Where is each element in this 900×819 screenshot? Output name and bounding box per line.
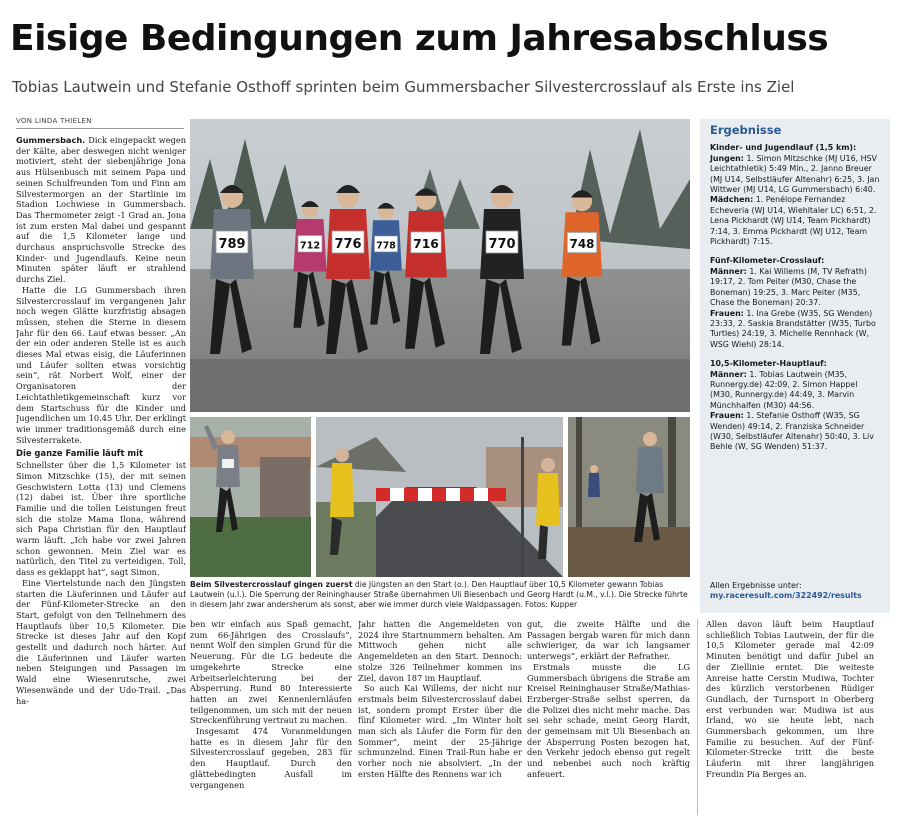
results-text: 1. Tobias Lautwein (M35, Runnergy.de) 42:09, 2. Simon Happel (M30, Runnergy.de) 44:49, 3. Marvin Münchhalfen (M30) 44:56. (710, 369, 858, 410)
paragraph (16, 135, 186, 285)
photo-illustration (568, 417, 690, 577)
results-text: 1. Ina Grebe (W35, SG Wenden) 23:33, 2. Saskia Brandstätter (W35, Turbo Turtles) 24:19, 3. Michelle Rennhack (W, WSG Wiehl) 28:14. (710, 308, 876, 349)
bib-number: 789 (218, 237, 246, 252)
caption-text: die Jüngsten an den Start (o.). Den Hauptlauf über 10,5 Kilometer gewann Tobias Lautwein (u.l.). Die Sperrung der Reininghauser Straße übernahmen Uli Biesenbach und Georg Hardt (u.M., v.l.). Die Strecke führte in diesem Jahr zwar andersherum als sonst, aber wie immer durch viele Waldpassagen. Fotos: Kupper (190, 580, 688, 609)
results-heading-main: 10,5-Kilometer-Hauptlauf: (710, 359, 827, 369)
results-text: 1. Simon Mitzschke (MJ U16, HSV Leichtathletik) 5:49 Min., 2. Janno Breuer (MJ U14, Selbstläufer Altenahr) 6:25, 3. Jan Wittwer (MJ U14, LG Gummersbach) 6:40. (710, 153, 880, 195)
photo-illustration (316, 417, 563, 577)
bib-number: 770 (488, 237, 516, 252)
paragraph: Schnellster über die 1,5 Kilometer ist Simon Mitzschke (15), der mit seinen Geschwistern Lotta (13) und Clemens (12) dabei ist. Über ihre sportliche Familie und die tollen Leistungen freut sich die stolze Mama Ilona, während sich Papa Christian für den Hauptlauf warm läuft. „Ich habe vor zwei Jahren schon gewonnen. Mein Ziel war es natürlich, den Titel zu verteidigen. Toll, dass es geklappt hat“, sagt Simon. (16, 460, 186, 578)
results-5k-women (710, 309, 882, 351)
paragraph-text: Dick eingepackt wegen der Kälte, aber deswegen nicht weniger motiviert, steht der siebenjährige Jona aus Hülsenbusch mit seinem Papa und seinen Schulfreunden Tom und Finn am Silvestermorgen an der Startlinie im Stadion Lochwiese in Gummersbach. Das Thermometer zeigt -1 Grad an. Jona ist zum ersten Mal dabei und gespannt auf die 1,5 Kilometer lange und durchaus anspruchsvolle Strecke des Kinder- und Jugendlaufs. Keine neun Minuten später läuft er strahlend durchs Ziel. (16, 135, 186, 285)
article-column-3 (358, 619, 522, 817)
bib-number: 748 (569, 237, 595, 252)
article-column-4 (527, 619, 690, 817)
results-footer-text: Allen Ergebnisse unter: (710, 581, 802, 590)
byline: VON LINDA THIELEN (16, 117, 92, 125)
results-kids-girls (710, 195, 882, 247)
bib-number: 716 (413, 237, 439, 252)
article-column-5 (706, 619, 874, 817)
results-text: 1. Kai Willems (M, TV Refrath) 19:17, 2. Tom Peiter (M30, Chase the Boneman) 19:25, 3. Marc Peiter (M35, Chase the Boneman) 20:37. (710, 266, 867, 308)
photo-illustration (190, 119, 690, 412)
results-label: Männer: (710, 266, 747, 276)
photo-lautwein-finish (190, 417, 311, 577)
results-main-women (710, 411, 882, 453)
dateline: Gummersbach. (16, 135, 86, 145)
column-divider (697, 619, 698, 815)
photo-kids-race-start (190, 119, 690, 412)
paragraph: ben wir einfach aus Spaß gemacht, zum 66-Jährigen des Crosslaufs“, nennt Wolf den simplen Grund für die Neuerung. Für die LG bedeute die umgekehrte Strecke eine Arbeitserleichterung bei der Absperrung. Rund 80 Interessierte hatten an zwei Kennenlernläufen teilgenommen, um sich mit der neuen Streckenführung vertraut zu machen. (190, 619, 352, 726)
article-column-1 (16, 135, 186, 817)
results-footer (710, 581, 862, 602)
paragraph: gut, die zweite Hälfte und die Passagen bergab waren für mich dann schwieriger, da war ich langsamer unterwegs“, erklärt der Refrather. (527, 619, 690, 662)
results-5k-men (710, 267, 882, 309)
results-label: Männer: (710, 369, 747, 379)
bib-number: 776 (334, 237, 362, 252)
results-kids-boys (710, 154, 882, 196)
bib-number: 778 (376, 240, 396, 252)
results-link[interactable]: my.raceresult.com/322492/results (710, 591, 862, 601)
headline: Eisige Bedingungen zum Jahresabschluss (10, 18, 829, 59)
caption-lead: Beim Silvestercrosslauf gingen zuerst (190, 580, 353, 589)
results-text: 1. Penélope Fernandez Echeveria (WJ U14, Wiehltaler LC) 6:51, 2. Lena Pickhardt (WJ U14, Team Pickhardt) 7:14, 3. Emma Pickhardt (WJ U12, Team Pickhardt) 7:15. (710, 195, 877, 247)
results-sidebar (700, 119, 890, 613)
results-main-men (710, 370, 882, 412)
paragraph: Hatte die LG Gummersbach ihren Silvestercrosslauf im vergangenen Jahr noch wegen Glätte kurzfristig absagen müssen, stehen die Sterne in diesem Jahr für den 66. Lauf etwas besser. „An der ein oder anderen Stelle ist es auch dieses Mal etwas eisig, die Läuferinnen und Läufer sollten etwas vorsichtig sein“, rät Norbert Wolf, einer der Organisatoren der Leichtathletikgemeinschaft kurz vor dem Startschuss für die Kinder und Jugendlichen um 10.45 Uhr. Der erklingt wie immer traditionsgemäß durch eine Silvesterrakete. (16, 284, 186, 445)
paragraph: Insgesamt 474 Voranmeldungen hatte es in diesem Jahr für den Silvestercrosslauf gegeben, 283 für den Hauptlauf. Durch den glättebedingten Ausfall im vergangenen (190, 726, 352, 790)
photo-forest-runner (568, 417, 690, 577)
results-heading-kids: Kinder- und Jugendlauf (1,5 km): (710, 143, 857, 153)
results-label: Frauen: (710, 411, 744, 421)
subheadline: Tobias Lautwein und Stefanie Osthoff sprinten beim Gummersbacher Silvestercrosslauf als Erste ins Ziel (12, 78, 795, 96)
paragraph: Jahr hatten die Angemeldeten von 2024 ihre Startnummern behalten. Am Mittwoch gehen nicht alle Angemeldeten an den Start. Dennoch: stolze 326 Teilnehmer kommen ins Ziel, davon 187 im Hauptlauf. (358, 619, 522, 683)
sidebar-title: Ergebnisse (710, 123, 782, 137)
results-label: Jungen: (710, 153, 744, 163)
paragraph: So auch Kai Willems, der nicht nur erstmals beim Silvestercrosslauf dabei ist, sondern prompt Erster über die fünf Kilometer wird. „Im Winter holt man sich als Läufer die Form für den Sommer“, meint der 25-Jährige schmunzelnd. Einen Trail-Run habe er vorher noch nie absolviert. „In der ersten Hälfte des Rennens war ich (358, 683, 522, 779)
byline-divider (16, 128, 184, 129)
photo-illustration (190, 417, 311, 577)
paragraph: Eine Viertelstunde nach den Jüngsten starten die Läuferinnen und Läufer auf der Fünf-Kilometer-Strecke an den Start, gefolgt von den Teilnehmern des Hauptlaufs über 10,5 Kilometer. Die Strecke ist dieses Jahr auf den Kopf gestellt und dadurch noch härter. Auf die Läuferinnen und Läufer warten neben Steigungen und Passagen im Wald eine Wiesenrutsche, zwei Wiesenwände und der Udo-Trail. „Das ha- (16, 577, 186, 706)
paragraph: Allen davon läuft beim Hauptlauf schließlich Tobias Lautwein, der für die 10,5 Kilometer gerade mal 42:09 Minuten benötigt und dafür Jubel an der Ziellinie erntet. Die weiteste Anreise hatte Cerstin Mudiwa, Tochter des kürzlich verstorbenen Rüdiger Gundlach, der Turnsport in Oberberg erst verbunden war. Mudiwa ist aus Irland, wo sie heute lebt, nach Gummersbach gekommen, um ihre Familie zu besuchen. Auf der Fünf-Kilometer-Strecke tritt die beste Läuferin mit ihrer langjährigen Freundin Pia Berges an. (706, 619, 874, 779)
results-label: Frauen: (710, 308, 744, 318)
photo-road-barrier (316, 417, 563, 577)
section-subtitle: Die ganze Familie läuft mit (16, 448, 143, 459)
paragraph: Erstmals musste die LG Gummersbach übrigens die Straße am Kreisel Reininghauser Straße/Mathias-Erzberger-Straße selbst sperren, da die Polizei dies nicht mehr mache. Das sei sehr schade, meint Georg Hardt, der gemeinsam mit Uli Biesenbach an der Absperrung Posten bezogen hat, den Verkehr jedoch ebenso gut regelt und nebenbei auch noch kräftig anfeuert. (527, 661, 690, 779)
results-label: Mädchen: (710, 195, 754, 205)
article-column-2 (190, 619, 352, 817)
results-text: 1. Stefanie Osthoff (W35, SG Wenden) 49:14, 2. Franziska Schneider (W30, Selbstläufer Altenahr) 50:40, 3. Liv Behle (W, SG Wenden) 51:37. (710, 411, 874, 452)
results-heading-5k: Fünf-Kilometer-Crosslauf: (710, 256, 825, 266)
photo-caption (190, 580, 690, 610)
bib-number: 712 (299, 240, 321, 252)
